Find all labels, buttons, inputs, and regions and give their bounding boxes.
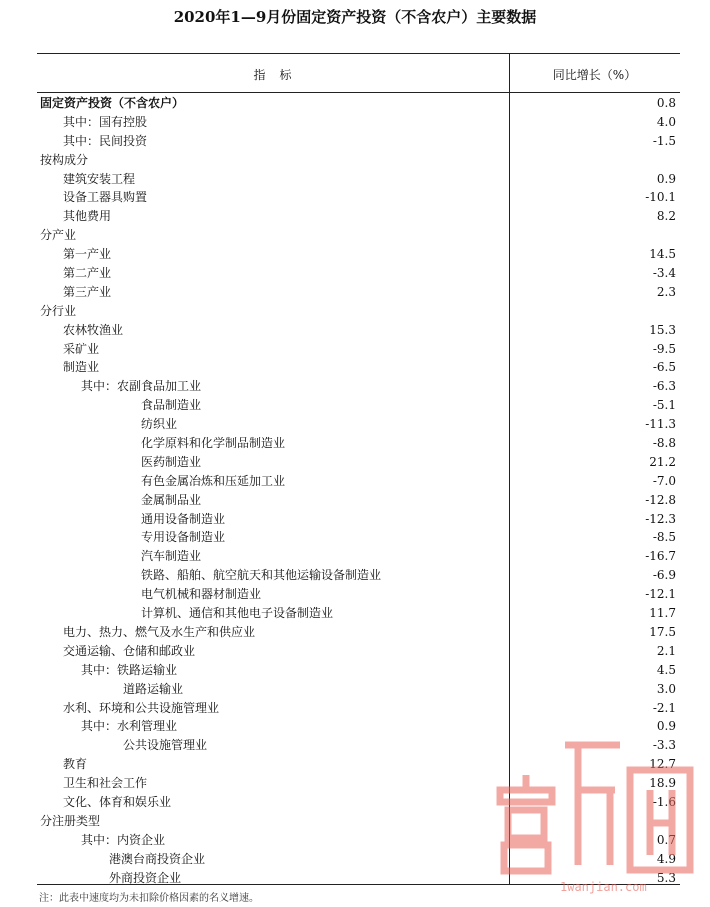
row-label: 设备工器具购置 (63, 190, 148, 205)
table-row (37, 453, 680, 472)
table-header-rule (37, 92, 680, 93)
row-value: 0.9 (656, 171, 676, 186)
table-row (37, 226, 680, 245)
table-row (37, 151, 680, 170)
row-value: 3.0 (656, 681, 676, 696)
table-row (37, 699, 680, 718)
row-label: 有色金属冶炼和压延加工业 (141, 473, 286, 488)
row-value: 21.2 (649, 454, 676, 469)
table-row (37, 793, 680, 812)
table-row (37, 661, 680, 680)
table-row (37, 604, 680, 623)
row-label: 化学原料和化学制品制造业 (141, 436, 286, 451)
table-row (37, 585, 680, 604)
table-row (37, 415, 680, 434)
table-row (37, 717, 680, 736)
row-label: 其中：铁路运输业 (81, 662, 178, 677)
table-row (37, 170, 680, 189)
table-row (37, 755, 680, 774)
row-value: 17.5 (649, 624, 676, 639)
row-label: 公共设施管理业 (123, 738, 208, 753)
row-label: 电气机械和器材制造业 (141, 587, 262, 602)
row-value: -1.6 (652, 794, 676, 809)
row-value: 4.9 (656, 851, 676, 866)
table-row (37, 113, 680, 132)
column-header-growth: 同比增长（%） (552, 68, 637, 82)
row-value: 14.5 (649, 247, 676, 262)
table-row (37, 321, 680, 340)
table-row (37, 623, 680, 642)
row-value: -1.5 (652, 133, 676, 148)
row-label: 水利、环境和公共设施管理业 (63, 700, 220, 715)
table-row (37, 547, 680, 566)
table-row (37, 472, 680, 491)
table-row (37, 774, 680, 793)
row-value: 2.1 (656, 643, 676, 658)
row-label: 固定资产投资（不含农户） (40, 96, 185, 110)
row-value: -12.1 (645, 587, 676, 602)
table-row (37, 207, 680, 226)
row-label: 其中：水利管理业 (81, 719, 178, 734)
row-label: 卫生和社会工作 (63, 776, 148, 791)
row-label: 其中：农副食品加工业 (81, 379, 202, 394)
table-row (37, 434, 680, 453)
table-row (37, 491, 680, 510)
row-label: 分注册类型 (40, 813, 101, 828)
row-label: 纺织业 (141, 417, 178, 432)
table-row (37, 510, 680, 529)
row-label: 分行业 (40, 303, 77, 318)
table-row (37, 831, 680, 850)
row-label: 第一产业 (63, 247, 112, 262)
table-row (37, 245, 680, 264)
table-row (37, 528, 680, 547)
row-value: -8.8 (652, 436, 676, 451)
row-value: -6.9 (652, 568, 676, 583)
footnote: 注：此表中速度均为未扣除价格因素的名义增速。 (39, 893, 259, 904)
row-value: -3.3 (652, 738, 676, 753)
page-title: 2020年1—9月份固定资产投资（不含农户）主要数据 (173, 8, 537, 26)
row-label: 其中：民间投资 (63, 133, 148, 148)
row-label: 其他费用 (63, 209, 112, 224)
row-value: -2.1 (652, 700, 676, 715)
row-value: -12.3 (645, 511, 676, 526)
table-row (37, 680, 680, 699)
row-value: 11.7 (649, 606, 676, 621)
row-label: 第三产业 (63, 284, 112, 299)
row-label: 建筑安装工程 (63, 171, 136, 186)
row-value: -7.0 (652, 473, 676, 488)
row-value: 2.3 (656, 284, 676, 299)
table-row (37, 264, 680, 283)
row-value: 8.2 (656, 209, 676, 224)
table-row (37, 340, 680, 359)
table-row (37, 869, 680, 888)
row-label: 道路运输业 (123, 681, 184, 696)
row-value: 0.9 (656, 719, 676, 734)
row-value: 0.8 (656, 96, 676, 110)
table-top-rule (37, 53, 680, 54)
data-table-body (37, 94, 680, 887)
row-value: -12.8 (645, 492, 676, 507)
row-value: -8.5 (652, 530, 676, 545)
row-label: 文化、体育和娱乐业 (63, 794, 172, 809)
row-value: 18.9 (649, 776, 676, 791)
table-row (37, 94, 680, 113)
row-label: 港澳台商投资企业 (109, 851, 206, 866)
row-value: -6.5 (652, 360, 676, 375)
column-header-indicator: 指 标 (253, 68, 293, 82)
row-value: -10.1 (645, 190, 676, 205)
watermark-text: 1wanjian.com (560, 880, 647, 894)
table-row (37, 736, 680, 755)
row-label: 食品制造业 (141, 398, 202, 413)
row-label: 交通运输、仓储和邮政业 (63, 643, 196, 658)
row-label: 医药制造业 (141, 454, 202, 469)
row-value: -3.4 (652, 266, 676, 281)
row-label: 第二产业 (63, 266, 112, 281)
table-row (37, 642, 680, 661)
row-label: 制造业 (63, 360, 100, 375)
table-row (37, 377, 680, 396)
row-label: 采矿业 (63, 341, 100, 356)
row-label: 电力、热力、燃气及水生产和供应业 (63, 624, 256, 639)
row-label: 分产业 (40, 228, 77, 243)
row-label: 汽车制造业 (141, 549, 202, 564)
row-value: 12.7 (649, 757, 676, 772)
row-label: 农林牧渔业 (63, 322, 124, 337)
row-label: 外商投资企业 (109, 870, 182, 885)
row-label: 计算机、通信和其他电子设备制造业 (141, 606, 334, 621)
row-value: 15.3 (649, 322, 676, 337)
row-value: 5.3 (656, 870, 676, 885)
table-row (37, 566, 680, 585)
row-value: 0.7 (656, 832, 676, 847)
table-row (37, 283, 680, 302)
row-value: -5.1 (652, 398, 676, 413)
row-value: -6.3 (652, 379, 676, 394)
row-value: 4.5 (656, 662, 676, 677)
row-label: 按构成分 (40, 152, 89, 167)
table-row (37, 812, 680, 831)
row-label: 金属制品业 (141, 492, 202, 507)
table-row (37, 850, 680, 869)
row-label: 铁路、船舶、航空航天和其他运输设备制造业 (141, 568, 382, 583)
row-label: 其中：内资企业 (81, 832, 166, 847)
row-label: 通用设备制造业 (141, 511, 226, 526)
table-row (37, 188, 680, 207)
row-label: 其中：国有控股 (63, 114, 148, 129)
row-value: -16.7 (645, 549, 676, 564)
table-row (37, 302, 680, 321)
row-value: -11.3 (645, 417, 676, 432)
row-label: 专用设备制造业 (141, 530, 226, 545)
table-row (37, 132, 680, 151)
row-value: -9.5 (652, 341, 676, 356)
row-value: 4.0 (656, 114, 676, 129)
table-row (37, 396, 680, 415)
row-label: 教育 (63, 757, 88, 772)
table-row (37, 358, 680, 377)
